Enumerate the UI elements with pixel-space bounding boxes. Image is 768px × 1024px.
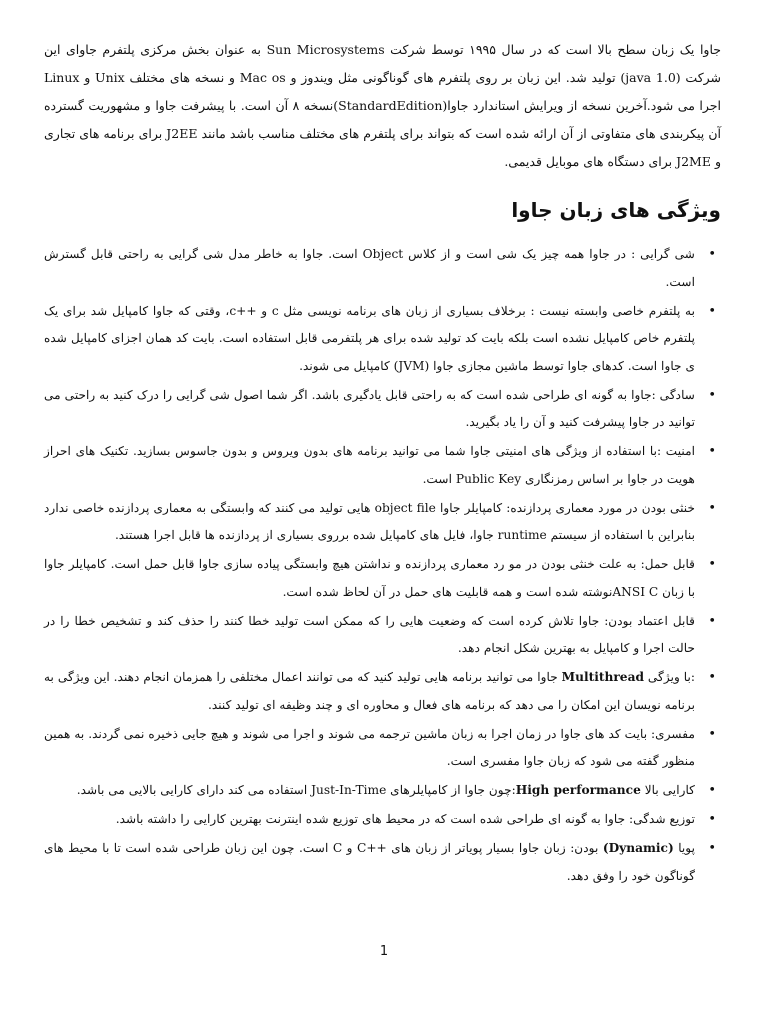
feature-text: به پلتفرم خاصی وابسته نیست : برخلاف بسیاری از زبان های برنامه نویسی مثل c و ++c، وقتی که جاوا کامپایل شد برای یک پلتفرم خاص کامپایل نشده است بلکه بایت کد تولید شده برای هر پلتفرمی قابل استفاده است. بایت کد همان اجزای کامپایل شده ی جاوا است. کدهای جاوا توسط ماشین مجازی جاوا (JVM) کامپایل می شوند. <box>44 303 695 373</box>
bullet-icon: • <box>708 387 716 403</box>
feature-item <box>44 241 721 296</box>
feature-item <box>44 835 721 890</box>
feature-text: امنیت :با استفاده از ویژگی های امنیتی جاوا شما می توانید برنامه های بدون ویروس و بدون جاسوس بسازید. تکنیک های احراز هویت در جاوا بر اساس رمزنگاری Public Key است. <box>44 444 695 486</box>
bullet-icon: • <box>708 557 716 572</box>
bullet-icon: • <box>708 247 716 262</box>
page-number: 1 <box>379 944 389 959</box>
bullet-icon: • <box>708 726 716 742</box>
feature-item <box>44 298 721 381</box>
feature-text: پویا (Dynamic) بودن: زبان جاوا بسیار پویاتر از زبان های ++C و C است. چون این زبان طراحی شده است تا با محیط های گوناگون خود را وفق دهد. <box>44 841 696 883</box>
intro-paragraph: جاوا یک زبان سطح بالا است که در سال ۱۹۹۵ توسط شرکت Sun Microsystems به عنوان بخش مرکزی پلتفرم جاوای این شرکت (java 1.0) تولید شد. این زبان بر روی پلتفرم های گوناگونی مثل ویندوز و Mac os و نسخه های مختلف Unix و Linux اجرا می شود.آخرین نسخه از ویرایش استاندارد جاوا(StandardEdition)نسخه ۸ آن است. با پیشرفت جاوا و مشهوریت گسترده آن پیکربندی های متفاوتی از آن ارائه شده است که بتواند برای پلتفرم های مختلف مناسب باشد مانند J2EE برای برنامه های تجاری و J2ME برای دستگاه های موبایل قدیمی. <box>44 42 722 169</box>
bullet-icon: • <box>708 500 716 516</box>
bullet-icon: • <box>708 613 716 629</box>
feature-text: سادگی :جاوا به گونه ای طراحی شده است که به راحتی قابل یادگیری باشد. اگر شما اصول شی گرایی را درک کنید به راحتی می توانید در جاوا پیشرفت کنید و آن را یاد بگیرید. <box>44 387 695 429</box>
feature-item <box>44 777 721 805</box>
section-heading: ویژگی های زبان جاوا <box>511 198 721 222</box>
bullet-icon: • <box>708 670 716 685</box>
bullet-icon: • <box>708 303 716 319</box>
feature-text: توزیع شدگی: جاوا به گونه ای طراحی شده است که در محیط های توزیع شده اینترنت بهترین کارایی را داشته باشد. <box>115 812 695 826</box>
feature-item <box>44 608 721 663</box>
feature-list <box>44 241 721 890</box>
feature-item <box>44 721 721 776</box>
feature-text: قابل اعتماد بودن: جاوا تلاش کرده است که وضعیت هایی را که ممکن است تولید خطا کنند را حذف کند و تشخیص خطا را در حالت اجرا و کامپایل به بهترین شکل انجام دهد. <box>44 613 695 655</box>
feature-item <box>44 438 721 493</box>
feature-term: Multithread <box>561 670 644 684</box>
feature-term: (Dynamic) <box>602 841 674 855</box>
feature-text: کارایی بالا High performance:چون جاوا از کامپایلرهای Just-In-Time استفاده می کند دارای کارایی بالایی می باشد. <box>76 783 695 797</box>
bullet-icon: • <box>708 783 716 798</box>
feature-text: شی گرایی : در جاوا همه چیز یک شی است و از کلاس Object است. جاوا به خاطر مدل شی گرایی به راحتی قابل گسترش است. <box>44 247 695 289</box>
feature-item <box>44 495 721 550</box>
feature-item <box>44 551 721 606</box>
feature-text: قابل حمل: به علت خنثی بودن در مو رد معماری پردازنده و نداشتن هیچ وابستگی پیاده سازی جاوا قابل حمل است. کامپایلر جاوا با زبان ANSI Cنوشته شده است و همه قابلیت های حمل در آن لحاظ شده است. <box>44 557 695 599</box>
bullet-icon: • <box>708 444 716 459</box>
feature-text: مفسری: بایت کد های جاوا در زمان اجرا به زبان ماشین ترجمه می شوند و اجرا می شوند و هیچ جایی ذخیره نمی گردند. به همین منظور گفته می شود که زبان جاوا مفسری است. <box>44 726 695 768</box>
feature-item <box>44 382 721 437</box>
feature-term: High performance <box>515 783 641 797</box>
feature-item <box>44 664 721 719</box>
feature-text: :با ویژگی Multithread جاوا می توانید برنامه هایی تولید کنید که می توانند اعمال مختلفی را همزمان انجام دهند. این ویژگی به برنامه نویسان این امکان را می دهد که برنامه های فعال و محاوره ای و چند وظیفه ای تولید کنند. <box>44 670 695 712</box>
feature-item <box>44 806 721 834</box>
feature-text: خنثی بودن در مورد معماری پردازنده: کامپایلر جاوا object file هایی تولید می کنند که وابستگی به معماری پردازنده خاصی ندارد بنابراین با استفاده از سیستم runtime جاوا، فایل های کامپایل شده برروی بسیاری از پردازنده ها قابل اجرا هستند. <box>44 500 696 542</box>
bullet-icon: • <box>708 841 716 856</box>
bullet-icon: • <box>708 812 716 827</box>
